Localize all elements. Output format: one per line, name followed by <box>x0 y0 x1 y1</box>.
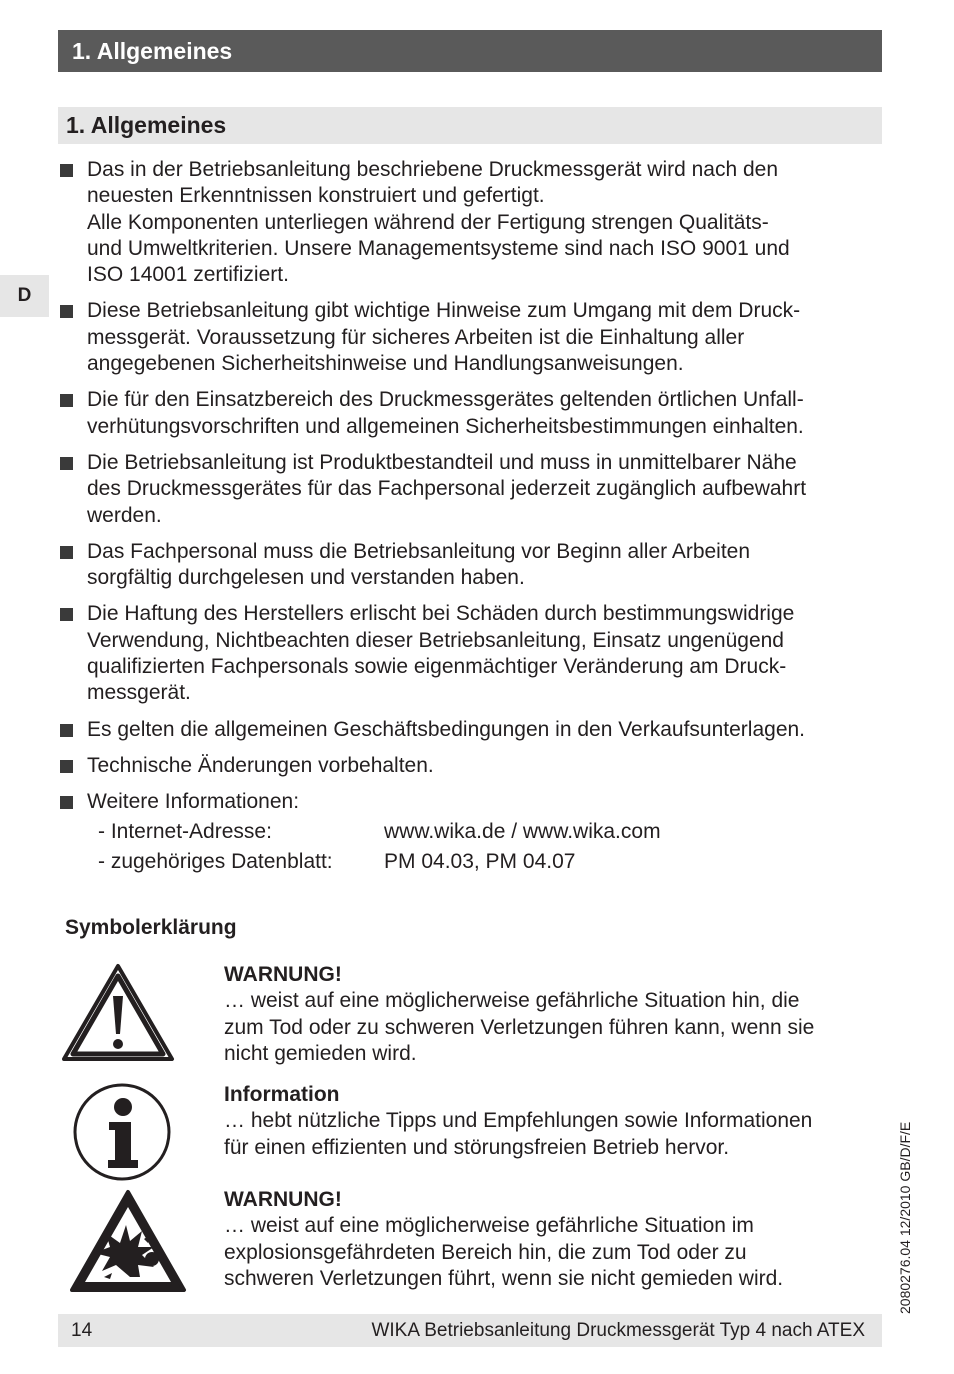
symbol-line: für einen effizienten und störungsfreien Betrieb hervor. <box>224 1135 730 1159</box>
symbol-line: explosionsgefährdeten Bereich hin, die zum Tod oder zu <box>224 1240 747 1264</box>
bullet-line: Alle Komponenten unterliegen während der Fertigung strengen Qualitäts- <box>87 210 769 234</box>
bullet-line: angegebenen Sicherheitshinweise und Handlungsanweisungen. <box>87 352 684 376</box>
information-icon <box>72 1082 172 1187</box>
bullet-line: Die Haftung des Herstellers erlischt bei Schäden durch bestimmungswidrige <box>87 602 795 626</box>
bullet-square-icon <box>60 724 73 737</box>
bullet-item <box>58 450 882 529</box>
bullet-line: Die Betriebsanleitung ist Produktbestandteil und muss in unmittelbarer Nähe <box>87 450 797 474</box>
bullet-item <box>58 157 882 288</box>
more-info-row <box>87 817 882 847</box>
bullet-line: und Umweltkriterien. Unsere Managementsysteme sind nach ISO 9001 und <box>87 236 790 260</box>
bullet-square-icon <box>60 796 73 809</box>
document-code: 2080276.04 12/2010 GB/D/F/E <box>897 1121 913 1314</box>
language-tab[interactable]: D <box>0 275 49 317</box>
more-info-label: - zugehöriges Datenblatt: <box>98 849 333 873</box>
symbol-heading: WARNUNG! <box>224 1188 342 1211</box>
symbol-line: … weist auf eine möglicherweise gefährliche Situation im <box>224 1214 754 1238</box>
more-info-label: - Internet-Adresse: <box>98 819 272 843</box>
page-number: 14 <box>71 1320 93 1341</box>
bullet-line: Diese Betriebsanleitung gibt wichtige Hinweise zum Umgang mit dem Druck- <box>87 299 801 323</box>
bullet-line: Es gelten die allgemeinen Geschäftsbedingungen in den Verkaufsunterlagen. <box>87 717 806 741</box>
footer-title: WIKA Betriebsanleitung Druckmessgerät Typ 4 nach ATEX <box>371 1320 865 1341</box>
bullet-square-icon <box>60 305 73 318</box>
symbol-line: zum Tod oder zu schweren Verletzungen führen kann, wenn sie <box>224 1015 815 1039</box>
bullet-square-icon <box>60 546 73 559</box>
bullet-item <box>58 298 882 377</box>
bullet-line: Das in der Betriebsanleitung beschriebene Druckmessgerät wird nach den <box>87 158 779 181</box>
bullet-line: verhütungsvorschriften und allgemeinen Sicherheitsbestimmungen einhalten. <box>87 414 804 438</box>
more-info-table <box>87 817 882 877</box>
symbol-text <box>224 962 874 1067</box>
website-link[interactable]: www.wika.de / www.wika.com <box>384 819 661 843</box>
bullet-line: qualifizierten Fachpersonals sowie eigenmächtiger Veränderung am Druck- <box>87 655 787 679</box>
symbols-title: Symbolerklärung <box>65 916 237 939</box>
bullet-line: Das Fachpersonal muss die Betriebsanleitung vor Beginn aller Arbeiten <box>87 539 751 563</box>
warning-triangle-icon <box>58 962 178 1071</box>
page-footer <box>58 1314 882 1347</box>
bullet-square-icon <box>60 457 73 470</box>
bullet-item <box>58 539 882 592</box>
bullet-square-icon <box>60 608 73 621</box>
symbol-line: … weist auf eine möglicherweise gefährliche Situation hin, die <box>224 989 800 1013</box>
symbol-text <box>224 1082 874 1161</box>
explosion-warning-icon <box>68 1189 188 1300</box>
symbol-item-information <box>58 1082 882 1182</box>
symbol-heading: Information <box>224 1083 340 1106</box>
symbol-item-explosion <box>58 1187 882 1297</box>
bullet-line: Technische Änderungen vorbehalten. <box>87 753 434 777</box>
bullet-list <box>58 157 882 887</box>
bullet-line: ISO 14001 zertifiziert. <box>87 263 289 287</box>
more-info-row <box>87 847 882 877</box>
bullet-line: Weitere Informationen: <box>87 790 300 814</box>
bullet-item <box>58 387 882 440</box>
bullet-line: Die für den Einsatzbereich des Druckmessgerätes geltenden örtlichen Unfall- <box>87 388 804 412</box>
symbol-line: nicht gemieden wird. <box>224 1041 417 1065</box>
symbol-text <box>224 1187 874 1292</box>
bullet-item <box>58 717 882 743</box>
bullet-item <box>58 753 882 779</box>
bullet-item <box>58 789 882 876</box>
bullet-line: Verwendung, Nichtbeachten dieser Betriebsanleitung, Einsatz ungenügend <box>87 628 784 652</box>
bullet-line: des Druckmessgerätes für das Fachpersonal jederzeit zugänglich aufbewahrt <box>87 477 807 501</box>
datasheet-value: PM 04.03, PM 04.07 <box>384 849 576 873</box>
bullet-square-icon <box>60 760 73 773</box>
bullet-square-icon <box>60 394 73 407</box>
bullet-line: messgerät. <box>87 681 191 705</box>
bullet-item <box>58 601 882 706</box>
bullet-line: sorgfältig durchgelesen und verstanden haben. <box>87 566 525 590</box>
bullet-line: messgerät. Voraussetzung für sicheres Arbeiten ist die Einhaltung aller <box>87 325 745 349</box>
symbol-heading: WARNUNG! <box>224 963 342 986</box>
bullet-square-icon <box>60 164 73 177</box>
section-heading: 1. Allgemeines <box>58 107 882 144</box>
symbol-item-warning <box>58 962 882 1072</box>
bullet-line: werden. <box>87 503 162 527</box>
page-header <box>58 30 882 72</box>
bullet-line: neuesten Erkenntnissen konstruiert und gefertigt. <box>87 184 545 208</box>
page-header-title: 1. Allgemeines <box>72 38 233 64</box>
symbol-line: … hebt nützliche Tipps und Empfehlungen sowie Informationen <box>224 1109 813 1133</box>
symbol-line: schweren Verletzungen führt, wenn sie nicht gemieden wird. <box>224 1266 784 1290</box>
